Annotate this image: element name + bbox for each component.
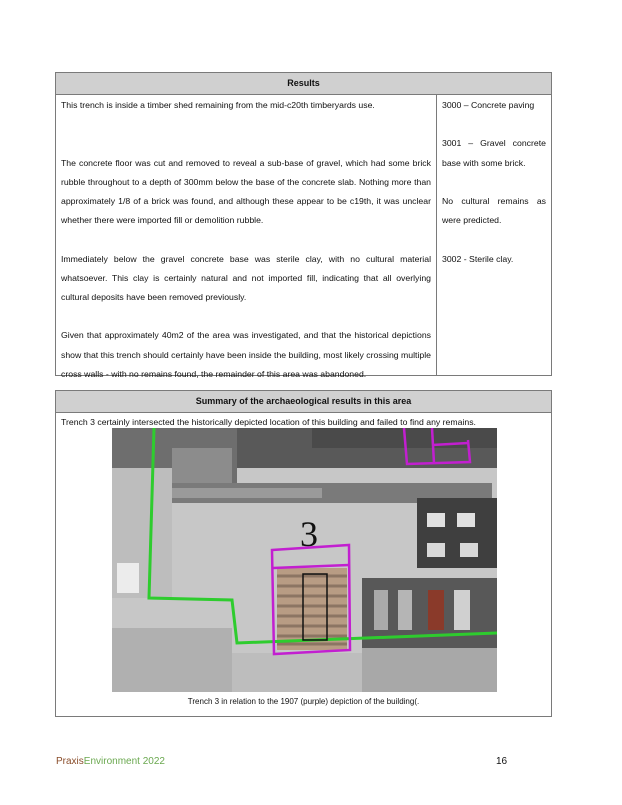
- summary-header: Summary of the archaeological results in this area: [56, 391, 551, 413]
- figure-caption: Trench 3 in relation to the 1907 (purple) depiction of the building(.: [187, 697, 420, 706]
- context-3000: 3000 – Concrete paving: [442, 100, 535, 110]
- results-table: [55, 72, 552, 379]
- context-3002: 3002 - Sterile clay.: [442, 253, 514, 264]
- results-header: Results: [56, 73, 551, 95]
- results-description-column: [56, 95, 437, 379]
- footer-year: 2022: [139, 756, 165, 767]
- trench-label: 3: [300, 514, 318, 554]
- context-no-remains: No cultural remains as were predicted.: [442, 195, 546, 226]
- results-paragraph-2: The concrete floor was cut and removed to reveal a sub-base of gravel, which had some brick rubble throughout to a depth of 300mm below the base of the concrete slab. Nothing more than approximately 1/8 of a brick was found, and although these appear to be c19th, it was unclear whether there were imported fill or demolition rubble.: [61, 157, 431, 226]
- brand-part-environment: Environment: [83, 756, 140, 767]
- aerial-map-image: [112, 428, 497, 692]
- results-paragraph-4: Given that approximately 40m2 of the area was investigated, and that the historical depictions show that this trench should certainly have been inside the building, most likely crossing multiple cross walls - with no remains found, the remainder of this area was abandoned.: [61, 330, 431, 379]
- page-number: 16: [496, 756, 508, 767]
- summary-intro: Trench 3 certainly intersected the historically depicted location of this building and failed to find any remains.: [61, 417, 476, 427]
- context-3001: 3001 – Gravel concrete base with some brick.: [442, 138, 546, 168]
- results-paragraph-3: Immediately below the gravel concrete base was sterile clay, with no cultural material whatsoever. This clay is certainly natural and not imported fill, indicating that all overlying cultural deposits have been removed previously.: [61, 253, 431, 302]
- brand-part-praxis: Praxis: [56, 756, 84, 767]
- results-paragraph-1: This trench is inside a timber shed remaining from the mid-c20th timberyards use.: [61, 100, 375, 110]
- results-context-column: [437, 95, 551, 375]
- summary-table: [55, 390, 552, 717]
- footer-brand: [56, 756, 165, 767]
